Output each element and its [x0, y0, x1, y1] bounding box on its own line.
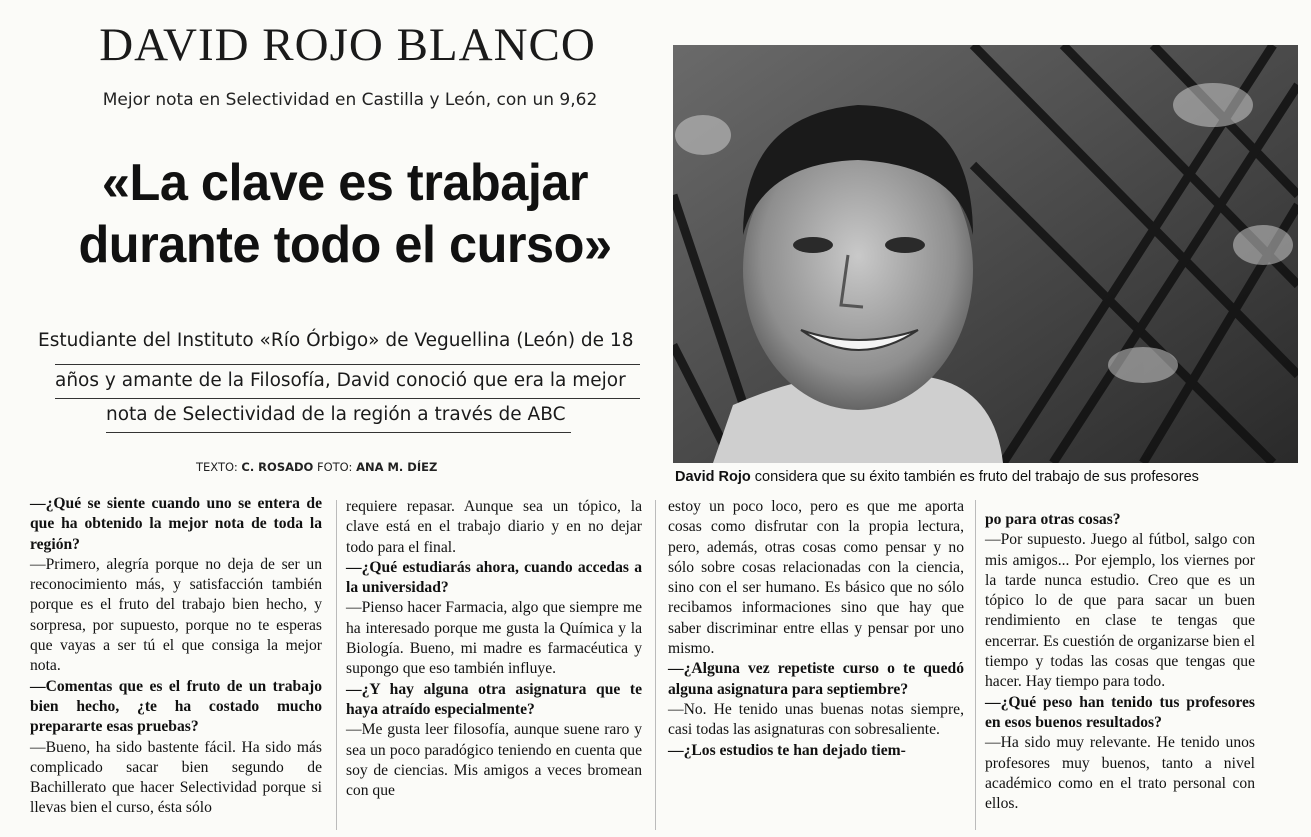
- interview-question: —¿Alguna vez repetiste curso o te quedó alguna asignatura para septiembre?: [668, 660, 964, 698]
- column-separator: [655, 500, 656, 830]
- credits: [196, 460, 437, 474]
- caption-name: David Rojo: [675, 469, 751, 485]
- article-column-1: [30, 494, 322, 819]
- lead-rule-3: [106, 432, 571, 433]
- column-separator: [975, 500, 976, 830]
- portrait-photo: [673, 45, 1298, 463]
- photo-credit-label: FOTO:: [313, 460, 357, 474]
- interview-answer: —Pienso hacer Farmacia, algo que siempre me ha interesado porque me gusta la Química y la Biología. Bueno, mi madre es farmacéutica y supongo que eso también influye.: [346, 599, 642, 678]
- text-author: C. ROSADO: [241, 460, 314, 474]
- lead-line-2: años y amante de la Filosofía, David conoció que era la mejor: [55, 370, 626, 391]
- interview-question: —¿Qué estudiarás ahora, cuando accedas a la universidad?: [346, 558, 642, 597]
- portrait-photo-illustration: [673, 45, 1298, 463]
- headline-line-1: «La clave es trabajar: [101, 154, 589, 212]
- interview-question: —Comentas que es el fruto de un trabajo bien hecho, ¿te ha costado mucho prepararte esas pruebas?: [30, 677, 322, 736]
- interview-answer: —Bueno, ha sido bastente fácil. Ha sido más complicado sacar bien segundo de Bachillerato que hacer Selectividad porque si llevas bien el curso, ésta sólo: [30, 738, 322, 817]
- interview-answer: —Ha sido muy relevante. He tenido unos profesores muy buenos, tanto a nivel académico como en el trato personal con ellos.: [985, 734, 1255, 813]
- article-column-4: [985, 510, 1255, 814]
- interview-question: —¿Los estudios te han dejado tiem-: [668, 741, 906, 759]
- text-credit-label: TEXTO:: [196, 460, 242, 474]
- lead-line-1: Estudiante del Instituto «Río Órbigo» de Veguellina (León) de 18: [38, 330, 634, 351]
- interview-answer: —Me gusta leer filosofía, aunque suene raro y sea un poco paradógico teniendo en cuenta que soy de ciencias. Mis amigos a veces bromean con que: [346, 721, 642, 800]
- lead-line-3: nota de Selectividad de la región a través de ABC: [106, 404, 566, 425]
- interview-answer: requiere repasar. Aunque sea un tópico, la clave está en el trabajo diario y en no dejar todo para el final.: [346, 498, 642, 556]
- subtitle: Mejor nota en Selectividad en Castilla y León, con un 9,62: [102, 90, 598, 110]
- photo-caption: [675, 469, 1305, 485]
- lead-rule-1: [55, 364, 640, 365]
- interview-question: po para otras cosas?: [985, 511, 1121, 528]
- caption-text: considera que su éxito también es fruto del trabajo de sus profesores: [750, 469, 1199, 485]
- person-name: DAVID ROJO BLANCO: [99, 19, 596, 71]
- article-column-3: [668, 497, 964, 761]
- interview-answer: —Primero, alegría porque no deja de ser un reconocimiento más, y satisfacción también porque es el fruto del trabajo bien hecho, y sorpresa, por supuesto, porque no te esperas que vayas a ser tú el que consiga la mejor nota.: [30, 555, 322, 675]
- interview-answer: —No. He tenido unas buenas notas siempre, casi todas las asignaturas con sobresaliente.: [668, 700, 964, 739]
- interview-answer: estoy un poco loco, pero es que me aporta cosas como disfrutar con la propia lectura, pero, además, otras cosas como pensar y no sólo sobre cosas relacionadas con la ciencia, sino con el ser humano. Es básico que no sólo recibamos informaciones sino que hay que saber discriminar entre ellas y pensar por uno mismo.: [668, 498, 964, 658]
- interview-question: —¿Qué se siente cuando uno se entera de que ha obtenido la mejor nota de toda la región?: [30, 495, 322, 553]
- headline: [30, 152, 661, 276]
- interview-question: —¿Qué peso han tenido tus profesores en esos buenos resultados?: [985, 693, 1255, 731]
- lead-rule-2: [55, 398, 640, 399]
- interview-question: —¿Y hay alguna otra asignatura que te haya atraído especialmente?: [346, 680, 642, 718]
- column-separator: [336, 500, 337, 830]
- article-column-2: [346, 497, 642, 801]
- headline-line-2: durante todo el curso»: [78, 216, 612, 274]
- interview-answer: —Por supuesto. Juego al fútbol, salgo con mis amigos... Por ejemplo, los viernes por la tarde nunca estudio. Creo que es un tópico lo de que para sacar un buen rendimiento en clase te tengas que encerrar. Es cuestión de organizarse bien el tiempo y todas las cosas que tengas que hacer. Hay tiempo para todo.: [985, 531, 1255, 691]
- photo-author: ANA M. DÍEZ: [356, 460, 438, 474]
